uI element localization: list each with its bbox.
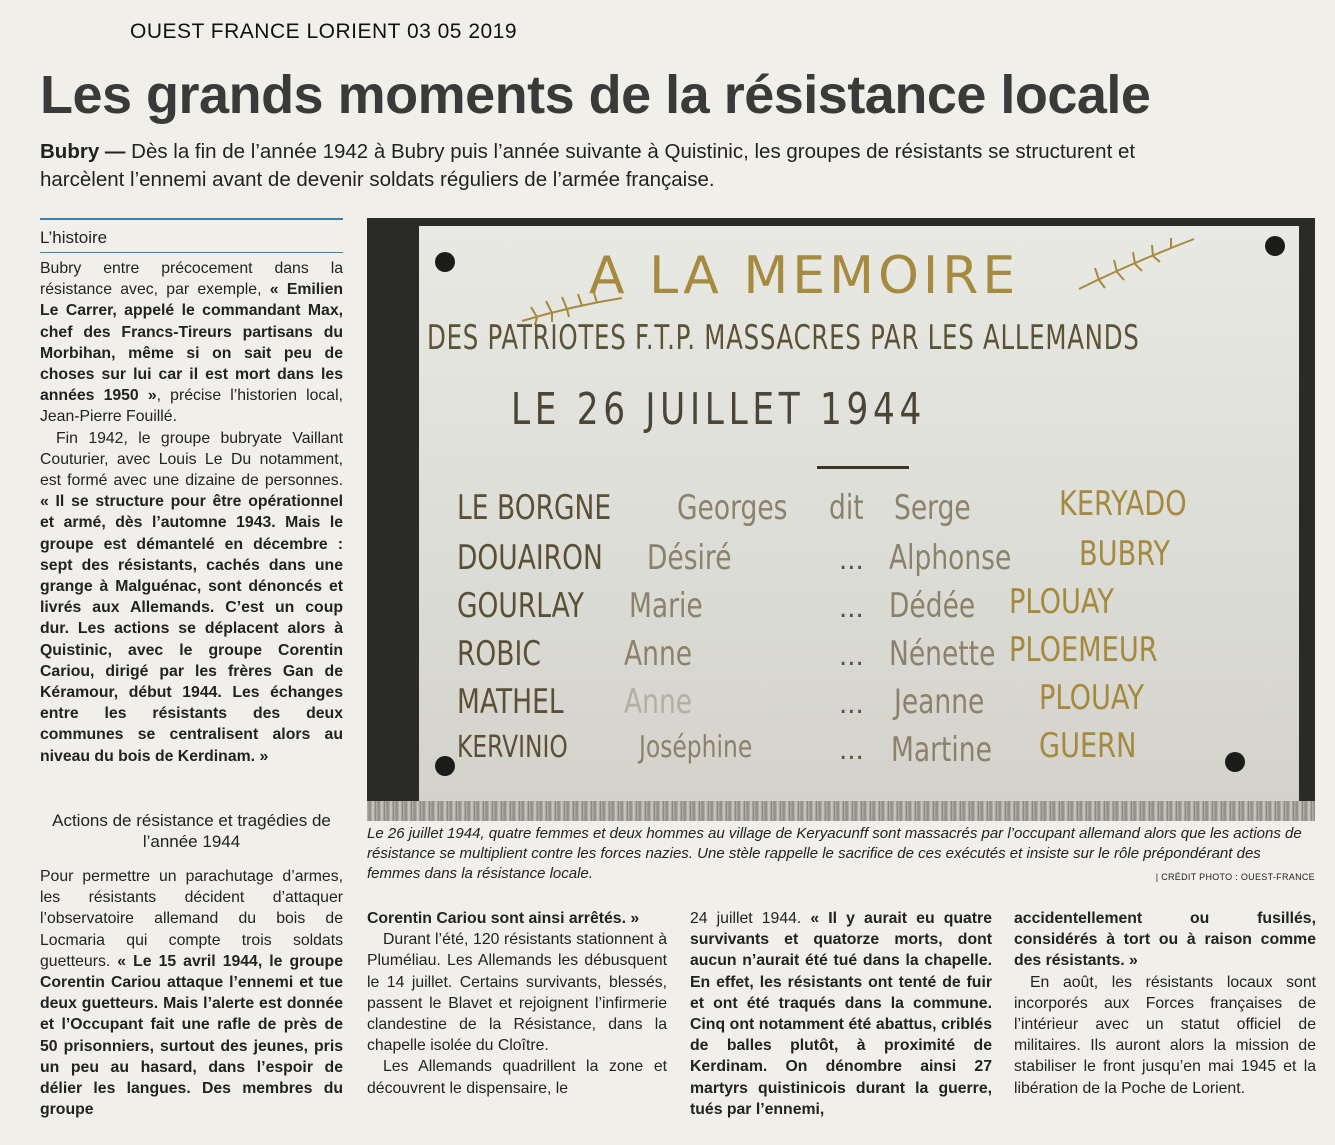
plaque-town: PLOUAY bbox=[1009, 582, 1115, 622]
plaque-rule bbox=[817, 466, 909, 469]
plaque-connector: ... bbox=[839, 594, 864, 624]
palm-leaf-right-icon bbox=[1069, 234, 1199, 294]
plaque-first-name: Anne bbox=[624, 682, 693, 722]
memorial-plaque-photo bbox=[367, 218, 1315, 821]
plaque-connector: dit bbox=[829, 488, 864, 528]
col1-paragraph-3: Pour permettre un parachutage d’armes, les résistants décident d’attaquer l’observatoire allemand du bois de Locmaria qui compte trois soldats guetteurs. « Le 15 avril 1944, le groupe Corentin Cariou attaque l’ennemi et tue deux guetteurs. Mais l’alerte est donnée et l’Occupant fait une rafle de près de 50 prisonniers, surtout des jeunes, pris un peu au hasard, dans l’espoir de délier les langues. Des membres du groupe bbox=[40, 868, 343, 1119]
plaque-first-name: Georges bbox=[677, 488, 788, 528]
plaque-alias: Serge bbox=[894, 488, 971, 528]
col2-paragraph-3: Les Allemands quadrillent la zone et découvrent le dispensaire, le bbox=[367, 1058, 667, 1097]
plaque-name: ROBIC bbox=[457, 634, 541, 674]
plaque-stone-base bbox=[367, 801, 1315, 821]
col2-paragraph-2: Durant l’été, 120 résistants stationnent à Pluméliau. Les Allemands les débusquent le 14 juillet. Certains survivants, blessés, passent le Blavet et rejoignent l’infirmerie clandestine de la Résistance, dans la chapelle isolée du Cloître. bbox=[367, 931, 667, 1055]
newspaper-source-line: OUEST FRANCE LORIENT 03 05 2019 bbox=[130, 20, 518, 43]
column-4 bbox=[1014, 908, 1316, 1099]
column-2 bbox=[367, 908, 667, 1099]
plaque-alias: Martine bbox=[891, 730, 992, 770]
lede-text: Dès la fin de l’année 1942 à Bubry puis l’année suivante à Quistinic, les groupes de résistants se structurent et harcèlent l’ennemi avant de devenir soldats réguliers de l’armée française. bbox=[40, 140, 1136, 191]
plaque-town: KERYADO bbox=[1059, 484, 1187, 524]
column-3 bbox=[690, 908, 992, 1120]
plaque-alias: Nénette bbox=[889, 634, 996, 674]
plaque-name: KERVINIO bbox=[457, 730, 568, 765]
plaque-connector: ... bbox=[839, 546, 864, 576]
photo-caption: Le 26 juillet 1944, quatre femmes et deux hommes au village de Keryacunff sont massacrés par l’occupant allemand alors que les actions de résistance se multiplient contre les forces nazies. Une stèle rappelle le sacrifice de ces exécutés et insiste sur le rôle prépondérant des femmes dans la résistance locale. bbox=[367, 825, 1302, 882]
photo-credit: | CRÉDIT PHOTO : OUEST-FRANCE bbox=[1155, 872, 1315, 882]
plaque-alias: Dédée bbox=[889, 586, 976, 626]
section-kicker: L’histoire bbox=[40, 228, 108, 247]
plaque-town: PLOUAY bbox=[1039, 678, 1145, 718]
col1-paragraph-2: Fin 1942, le groupe bubryate Vaillant Couturier, avec Louis Le Du notamment, est formé avec une dizaine de personnes. « Il se structure pour être opérationnel et armé, dès l’automne 1943. Mais le groupe est démantelé en décembre : sept des résistants, cachés dans une grange à Malguénac, sont dénoncés et livrés aux Allemands. C’est un coup dur. Les actions se déplacent alors à Quistinic, avec le groupe Corentin Cariou, dirigé par les frères Gan de Kéramour, début 1944. Les échanges entre les résistants des deux communes se centralisent alors au niveau du bois de Kerdinam. » bbox=[40, 429, 343, 765]
plaque-alias: Alphonse bbox=[889, 538, 1012, 578]
article-headline: Les grands moments de la résistance locale bbox=[40, 65, 1151, 125]
plaque-town: BUBRY bbox=[1079, 534, 1171, 574]
plaque-name: MATHEL bbox=[457, 682, 564, 722]
plaque-first-name: Anne bbox=[624, 634, 693, 674]
plaque-name: LE BORGNE bbox=[457, 488, 612, 528]
plaque-subtitle: DES PATRIOTES F.T.P. MASSACRES PAR LES ALLEMANDS bbox=[427, 318, 1140, 358]
plaque-date: LE 26 JUILLET 1944 bbox=[511, 384, 927, 435]
section-rule-bottom bbox=[40, 252, 343, 253]
plaque-town: PLOEMEUR bbox=[1009, 630, 1158, 670]
article-subhead: Actions de résistance et tragédies de l’année 1944 bbox=[52, 811, 331, 851]
col1-paragraph-1: Bubry entre précocement dans la résistance avec, par exemple, « Emilien Le Carrer, appelé le commandant Max, chef des Francs-Tireurs partisans du Morbihan, même si on sait peu de choses sur lui car il est mort dans les années 1950 », précise l’historien local, Jean-Pierre Fouillé. bbox=[40, 260, 344, 426]
plaque-first-name: Joséphine bbox=[639, 730, 753, 765]
plaque-alias: Jeanne bbox=[894, 682, 985, 722]
col3-paragraph-1: 24 juillet 1944. « Il y aurait eu quatre survivants et quatorze morts, dont aucun n’aurait été tué dans la chapelle. En effet, les résistants ont tenté de fuir et ont été traqués dans la commune. Cinq ont notamment été abattus, criblés de balles plutôt, à proximité de Kerdinam. On dénombre ainsi 27 martyrs quistinicois durant la guerre, tués par l’ennemi, bbox=[690, 910, 992, 1118]
column-1-top bbox=[40, 258, 343, 767]
plaque-connector: ... bbox=[839, 690, 864, 720]
plaque-screw bbox=[435, 252, 455, 272]
section-rule-top bbox=[40, 218, 343, 220]
plaque-name: GOURLAY bbox=[457, 586, 584, 626]
plaque-town: GUERN bbox=[1039, 726, 1137, 766]
column-1-bottom bbox=[40, 866, 343, 1120]
article-lede bbox=[40, 138, 1150, 194]
plaque-connector: ... bbox=[839, 736, 864, 766]
plaque-first-name: Marie bbox=[629, 586, 703, 626]
col4-paragraph-2: En août, les résistants locaux sont incorporés aux Forces françaises de l’intérieur avec un statut officiel de militaires. Ils auront alors la mission de stabiliser le front jusqu’en mai 1945 et la libération de la Poche de Lorient. bbox=[1014, 973, 1316, 1097]
col2-paragraph-1: Corentin Cariou sont ainsi arrêtés. » bbox=[367, 910, 640, 927]
col4-paragraph-1: accidentellement ou fusillés, considérés à tort ou à raison comme des résistants. » bbox=[1014, 910, 1316, 970]
plaque-screw bbox=[1225, 752, 1245, 772]
plaque-name: DOUAIRON bbox=[457, 538, 603, 578]
memorial-plaque bbox=[419, 226, 1299, 801]
plaque-screw bbox=[1265, 236, 1285, 256]
plaque-title: A LA MEMOIRE bbox=[589, 246, 1020, 306]
plaque-first-name: Désiré bbox=[647, 538, 732, 578]
plaque-connector: ... bbox=[839, 642, 864, 672]
lede-place: Bubry — bbox=[40, 140, 126, 163]
plaque-screw bbox=[435, 756, 455, 776]
